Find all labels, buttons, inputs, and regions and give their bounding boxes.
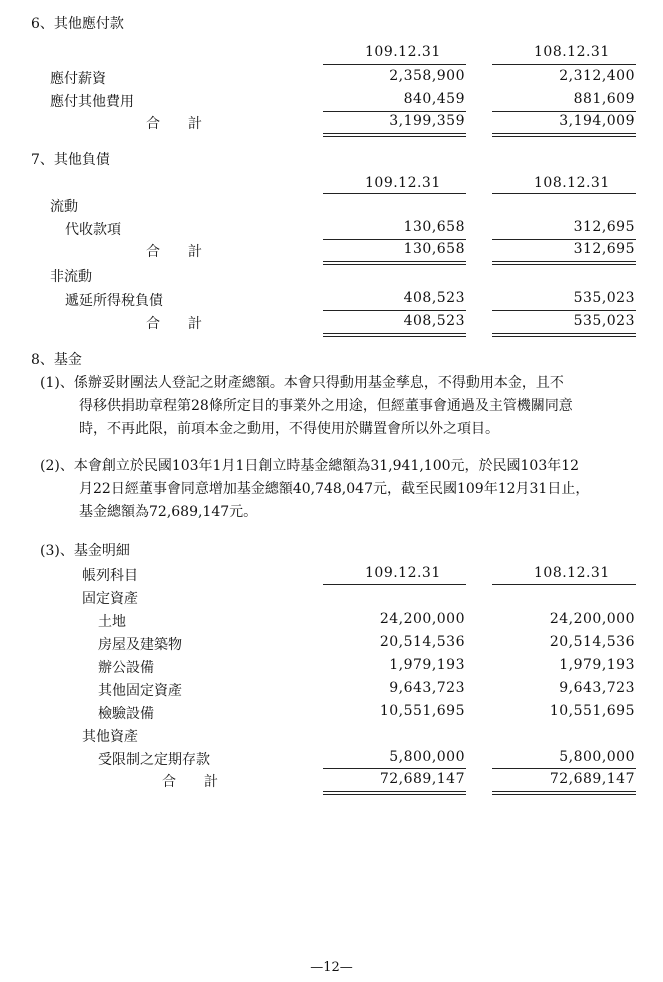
row-label: 其他固定資產: [98, 683, 182, 699]
header-rule: [492, 64, 636, 65]
row-value-109: 20,514,536: [379, 634, 465, 650]
row-label: 受限制之定期存款: [98, 752, 210, 768]
col-header-108: 108.12.31: [534, 565, 610, 581]
page-number: —12—: [310, 960, 353, 975]
total-value-109: 3,199,359: [389, 113, 465, 129]
total-double-rule: [492, 791, 636, 795]
subtotal-rule: [492, 310, 636, 311]
row-value-108: 881,609: [573, 91, 635, 107]
paragraph-2-line-2: 月22日經董事會同意增加基金總額40,748,047元，截至民國109年12月31日止，: [79, 481, 590, 497]
row-label: 辦公設備: [98, 660, 154, 676]
row-value-108: 1,979,193: [559, 657, 635, 673]
row-value-109: 24,200,000: [379, 611, 465, 627]
row-value-108: 2,312,400: [559, 68, 635, 84]
row-label: 應付其他費用: [50, 94, 134, 110]
header-rule: [323, 193, 466, 194]
header-rule: [492, 584, 636, 585]
total-value-108: 535,023: [573, 313, 635, 329]
row-value-108: 5,800,000: [559, 749, 635, 765]
subtotal-rule: [492, 239, 636, 240]
row-value-109: 130,658: [403, 219, 465, 235]
col-header-108: 108.12.31: [534, 175, 610, 191]
paragraph-1-line-2: 得移供捐助章程第28條所定目的事業外之用途，但經董事會通過及主管機關同意: [79, 398, 573, 414]
paragraph-3-title: (3)、基金明細: [40, 543, 130, 559]
subtotal-rule: [492, 768, 636, 769]
total-double-rule: [323, 333, 466, 337]
row-value-108: 10,551,695: [549, 703, 635, 719]
group-label-fixed-assets: 固定資產: [82, 591, 138, 607]
fund-table-header-label: 帳列科目: [82, 568, 138, 584]
subtotal-rule: [323, 310, 466, 311]
total-value-108: 3,194,009: [559, 113, 635, 129]
paragraph-1-line-1: (1)、係辦妥財團法人登記之財產總額。本會只得動用基金孳息，不得動用本金，且不: [40, 375, 564, 391]
total-value-109: 72,689,147: [379, 771, 465, 787]
subtotal-rule: [323, 111, 466, 112]
row-value-109: 408,523: [403, 290, 465, 306]
total-value-108: 72,689,147: [549, 771, 635, 787]
row-value-108: 535,023: [573, 290, 635, 306]
col-header-109: 109.12.31: [365, 565, 441, 581]
total-label: 合 計: [146, 316, 202, 332]
total-value-109: 130,658: [403, 241, 465, 257]
row-value-109: 1,979,193: [389, 657, 465, 673]
paragraph-2-line-1: (2)、本會創立於民國103年1月1日創立時基金總額為31,941,100元，於民國103年12: [40, 458, 580, 474]
paragraph-1-line-3: 時，不再此限，前項本金之動用，不得使用於購置會所以外之項目。: [79, 421, 499, 437]
row-value-108: 312,695: [573, 219, 635, 235]
col-header-109: 109.12.31: [365, 175, 441, 191]
total-double-rule: [323, 261, 466, 265]
section-8-title: 8、基金: [31, 352, 82, 368]
row-label: 土地: [98, 614, 126, 630]
total-label: 合 計: [146, 116, 202, 132]
row-value-109: 2,358,900: [389, 68, 465, 84]
paragraph-2-line-3: 基金總額為72,689,147元。: [79, 504, 258, 520]
total-label: 合 計: [146, 244, 202, 260]
header-rule: [323, 584, 466, 585]
section-6-title: 6、其他應付款: [31, 16, 124, 32]
col-header-109: 109.12.31: [365, 44, 441, 60]
col-header-108: 108.12.31: [534, 44, 610, 60]
group-label-noncurrent: 非流動: [50, 269, 92, 285]
row-value-108: 24,200,000: [549, 611, 635, 627]
row-label: 遞延所得稅負債: [65, 293, 163, 309]
total-label: 合 計: [162, 774, 218, 790]
total-double-rule: [492, 333, 636, 337]
row-label: 檢驗設備: [98, 706, 154, 722]
total-double-rule: [323, 133, 466, 137]
row-value-109: 5,800,000: [389, 749, 465, 765]
row-value-109: 840,459: [403, 91, 465, 107]
row-value-109: 9,643,723: [389, 680, 465, 696]
row-value-108: 9,643,723: [559, 680, 635, 696]
subtotal-rule: [323, 768, 466, 769]
total-double-rule: [492, 261, 636, 265]
total-value-108: 312,695: [573, 241, 635, 257]
row-label: 應付薪資: [50, 71, 106, 87]
total-double-rule: [492, 133, 636, 137]
header-rule: [323, 64, 466, 65]
row-value-108: 20,514,536: [549, 634, 635, 650]
subtotal-rule: [492, 111, 636, 112]
row-value-109: 10,551,695: [379, 703, 465, 719]
total-double-rule: [323, 791, 466, 795]
subtotal-rule: [323, 239, 466, 240]
row-label: 房屋及建築物: [98, 637, 182, 653]
row-label: 代收款項: [65, 222, 121, 238]
total-value-109: 408,523: [403, 313, 465, 329]
header-rule: [492, 193, 636, 194]
section-7-title: 7、其他負債: [31, 152, 110, 168]
group-label-other-assets: 其他資產: [82, 729, 138, 745]
group-label-current: 流動: [50, 199, 78, 215]
